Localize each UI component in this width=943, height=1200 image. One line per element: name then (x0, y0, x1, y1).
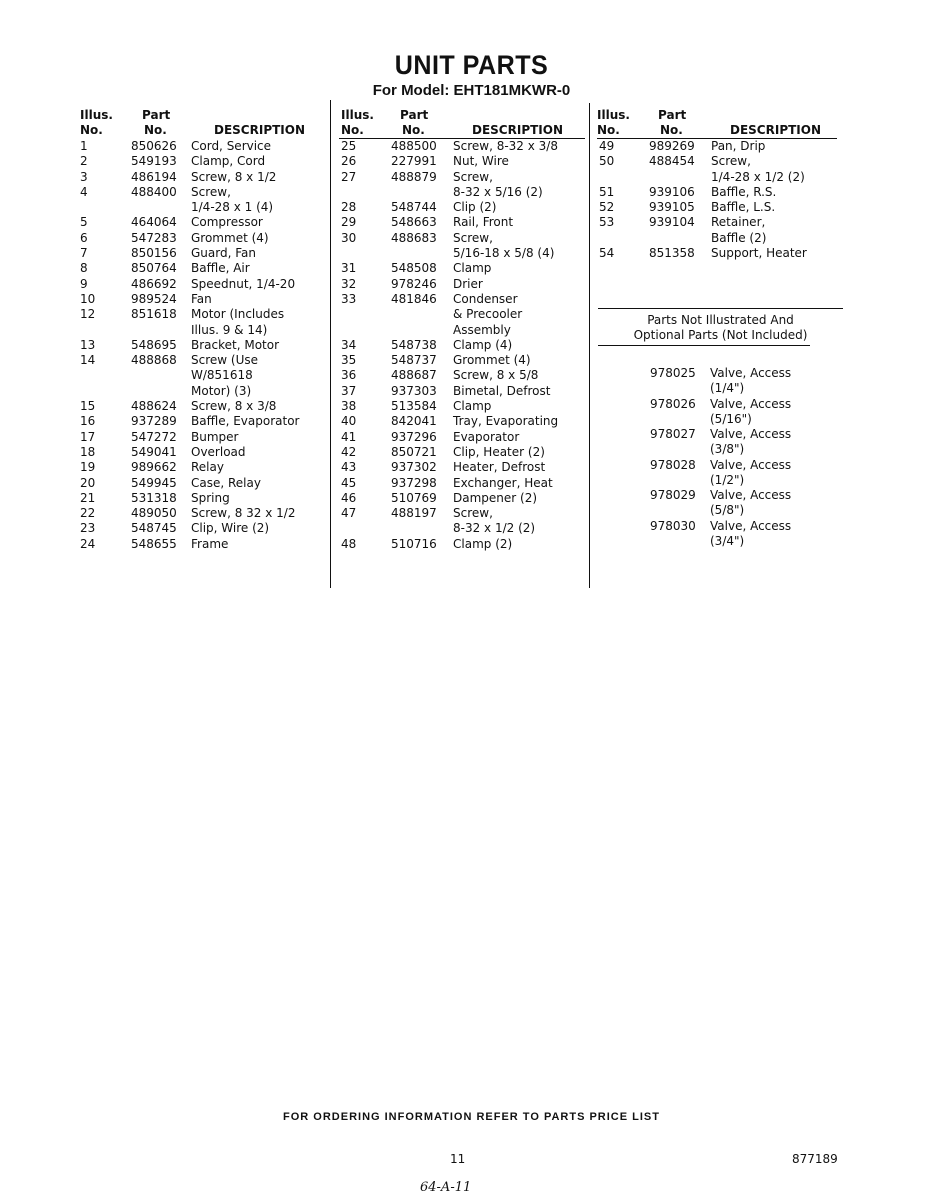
part-description: Exchanger, Heat (453, 475, 553, 490)
illus-number: 5 (80, 215, 88, 230)
valve-size: (3/4") (710, 533, 745, 548)
illus-number: 33 (341, 291, 357, 306)
illus-number: 23 (80, 521, 96, 536)
parts-row (78, 292, 318, 307)
part-description: Grommet (4) (453, 353, 531, 368)
part-number: 937289 (131, 414, 177, 429)
column-divider (330, 100, 331, 588)
optional-part-row (598, 366, 838, 395)
part-description: Valve, Access (710, 488, 792, 502)
illus-number: 17 (80, 429, 96, 444)
part-description: Clamp, Cord (191, 154, 266, 169)
parts-row (78, 338, 318, 353)
part-header: Part (142, 108, 171, 122)
illus-number: 9 (80, 276, 88, 291)
parts-row (339, 307, 587, 322)
parts-row (78, 277, 318, 292)
illus-number: 32 (341, 276, 357, 291)
parts-row (78, 353, 318, 368)
part-description: Dampener (2) (453, 490, 538, 505)
valve-size: (3/8") (710, 442, 745, 456)
part-description: Clip (2) (453, 200, 497, 215)
part-description: Drier (453, 276, 483, 291)
illus-number: 13 (80, 337, 96, 352)
part-number: 488624 (131, 399, 177, 414)
illus-number: 8 (80, 261, 88, 276)
illus-number: 31 (341, 261, 357, 276)
part-description: Retainer, (711, 215, 766, 230)
part-number: 851358 (649, 246, 695, 261)
illus-number: 15 (80, 399, 96, 414)
illus-number: 46 (341, 490, 357, 505)
part-number: 548695 (131, 337, 177, 352)
parts-row (339, 185, 587, 200)
illus-number: 43 (341, 460, 357, 475)
parts-row (597, 246, 843, 261)
part-number: 978027 (650, 427, 696, 441)
illus-number: 45 (341, 475, 357, 490)
optional-part-row (598, 457, 838, 487)
part-description: Screw, 8 x 5/8 (453, 368, 539, 383)
part-number: 850764 (131, 261, 177, 276)
valve-size: (1/4") (710, 381, 745, 395)
part-description: Screw, 8-32 x 3/8 (453, 139, 558, 153)
part-description: 8-32 x 1/2 (2) (453, 521, 536, 536)
description-header: DESCRIPTION (730, 123, 822, 137)
part-number: 488197 (391, 506, 437, 521)
parts-row (78, 460, 318, 475)
illus-number: 52 (599, 200, 615, 215)
part-description: Baffle, Air (191, 261, 250, 276)
illus-number: 53 (599, 215, 615, 230)
part-number: 850156 (131, 246, 177, 261)
model-subtitle: For Model: EHT181MKWR-0 (372, 82, 571, 99)
part-number: 548745 (131, 521, 177, 536)
part-description: 1/4-28 x 1 (4) (191, 200, 274, 215)
parts-row (78, 231, 318, 246)
illus-number: 49 (599, 139, 615, 153)
parts-row (339, 476, 587, 491)
parts-row (339, 521, 587, 536)
part-number: 937298 (391, 475, 437, 490)
valve-size: (5/8") (710, 503, 745, 517)
illus-number: 35 (341, 353, 357, 368)
illus-number: 24 (80, 536, 96, 551)
part-description: Assembly (453, 322, 511, 337)
part-number: 481846 (391, 291, 437, 306)
optional-part-row (598, 427, 838, 456)
valve-size: (5/16") (710, 411, 752, 426)
part-number: 548738 (391, 337, 437, 352)
part-no-header: No. (660, 123, 683, 137)
part-description: Valve, Access (710, 457, 792, 472)
illus-number: 54 (599, 246, 615, 261)
parts-column-2 (339, 105, 587, 552)
part-number: 937303 (391, 383, 437, 398)
parts-column-3 (597, 105, 843, 261)
part-description: Clamp (4) (453, 337, 513, 352)
illus-number: 30 (341, 230, 357, 245)
part-description: 5/16-18 x 5/8 (4) (453, 246, 555, 261)
part-number: 978029 (650, 488, 696, 502)
parts-row (78, 506, 318, 521)
part-description: Valve, Access (710, 518, 792, 533)
parts-row (339, 215, 587, 230)
part-header: Part (658, 108, 687, 122)
parts-row (78, 215, 318, 230)
parts-row (339, 353, 587, 368)
page-title: UNIT PARTS (394, 50, 549, 80)
part-number: 548663 (391, 215, 437, 230)
part-description: Bumper (191, 429, 239, 444)
parts-row (78, 170, 318, 185)
parts-row (339, 460, 587, 475)
parts-row (78, 445, 318, 460)
part-number: 549041 (131, 444, 177, 459)
parts-rows (339, 139, 587, 552)
parts-row (78, 139, 318, 154)
parts-row (339, 200, 587, 215)
illus-number: 36 (341, 368, 357, 383)
parts-row (339, 277, 587, 292)
part-description: Cord, Service (191, 139, 272, 153)
part-number: 510769 (391, 490, 437, 505)
illus-number: 50 (599, 154, 615, 169)
parts-row (339, 170, 587, 185)
illus-no-header: No. (341, 123, 364, 137)
parts-row (78, 521, 318, 536)
part-number: 488687 (391, 368, 437, 383)
part-number: 978028 (650, 457, 696, 472)
illus-number: 41 (341, 429, 357, 444)
parts-row (78, 261, 318, 276)
handwritten-note: 64-A-11 (420, 1180, 472, 1195)
parts-row (78, 154, 318, 169)
part-number: 851618 (131, 307, 177, 322)
parts-row (78, 185, 318, 200)
part-number: 488879 (391, 169, 437, 184)
part-number: 549945 (131, 475, 177, 490)
part-number: 989662 (131, 460, 177, 475)
part-number: 978026 (650, 396, 696, 411)
parts-row (339, 323, 587, 338)
illus-number: 25 (341, 139, 357, 153)
parts-row (78, 414, 318, 429)
part-number: 488454 (649, 154, 695, 169)
parts-row (78, 368, 318, 383)
part-number: 548508 (391, 261, 437, 276)
part-header: Part (400, 108, 429, 122)
part-description: Valve, Access (710, 396, 792, 411)
part-description: Compressor (191, 215, 263, 230)
parts-row (339, 414, 587, 429)
illus-number: 20 (80, 475, 96, 490)
parts-rows (597, 139, 843, 261)
part-number: 488500 (391, 139, 437, 153)
column-header (597, 105, 843, 139)
document-number: 877189 (792, 1152, 838, 1166)
parts-row (339, 368, 587, 383)
part-number: 989524 (131, 291, 177, 306)
part-description: Motor) (3) (191, 383, 252, 398)
part-description: 8-32 x 5/16 (2) (453, 184, 543, 199)
part-number: 978025 (650, 366, 696, 380)
part-number: 937296 (391, 429, 437, 444)
parts-row (78, 307, 318, 322)
parts-row (78, 384, 318, 399)
illus-number: 26 (341, 154, 357, 169)
part-description: Screw, (453, 169, 493, 184)
part-description: Baffle, L.S. (711, 200, 776, 215)
part-number: 939106 (649, 184, 695, 199)
part-number: 486194 (131, 169, 177, 184)
illus-number: 51 (599, 184, 615, 199)
part-description: Grommet (4) (191, 230, 269, 245)
part-description: Illus. 9 & 14) (191, 322, 268, 337)
part-description: Screw (Use (191, 353, 258, 368)
part-description: Screw, 8 x 1/2 (191, 169, 277, 184)
part-description: Baffle, R.S. (711, 184, 777, 199)
part-number: 989269 (649, 139, 695, 153)
part-description: Clamp (453, 399, 492, 414)
part-description: Clamp (453, 261, 492, 276)
parts-row (78, 430, 318, 445)
part-description: Case, Relay (191, 475, 261, 490)
illus-number: 29 (341, 215, 357, 230)
part-description: Nut, Wire (453, 154, 509, 169)
illus-number: 47 (341, 506, 357, 521)
illus-number: 38 (341, 399, 357, 414)
part-description: Guard, Fan (191, 246, 256, 261)
parts-row (78, 323, 318, 338)
illus-number: 10 (80, 291, 96, 306)
illus-number: 18 (80, 444, 96, 459)
part-description: Clip, Wire (2) (191, 521, 270, 536)
part-description: Valve, Access (710, 427, 792, 441)
illus-header: Illus. (341, 108, 374, 122)
part-description: Tray, Evaporating (453, 414, 559, 429)
part-number: 488683 (391, 230, 437, 245)
part-description: Rail, Front (453, 215, 514, 230)
illus-number: 40 (341, 414, 357, 429)
part-description: Frame (191, 536, 229, 551)
part-description: Screw, (191, 184, 231, 199)
part-description: Screw, 8 32 x 1/2 (191, 506, 296, 521)
part-number: 531318 (131, 490, 177, 505)
part-description: & Precooler (453, 307, 523, 322)
optional-part-row (598, 396, 838, 426)
parts-row (78, 200, 318, 215)
description-header: DESCRIPTION (472, 123, 564, 137)
part-number: 548744 (391, 200, 437, 215)
part-number: 547272 (131, 429, 177, 444)
part-no-header: No. (402, 123, 425, 137)
part-number: 488868 (131, 353, 177, 368)
illus-number: 42 (341, 444, 357, 459)
part-description: W/851618 (191, 368, 253, 383)
parts-row (339, 384, 587, 399)
illus-number: 28 (341, 200, 357, 215)
illus-number: 19 (80, 460, 96, 475)
illus-header: Illus. (80, 108, 113, 122)
optional-note-line-2: Optional Parts (Not Included) (633, 328, 808, 342)
part-description: 1/4-28 x 1/2 (2) (711, 169, 805, 184)
parts-row (597, 231, 843, 246)
illus-number: 21 (80, 490, 96, 505)
illus-number: 37 (341, 383, 357, 398)
part-description: Heater, Defrost (453, 460, 546, 475)
illus-no-header: No. (597, 123, 620, 137)
parts-row (78, 537, 318, 552)
parts-row (339, 506, 587, 521)
part-number: 939104 (649, 215, 695, 230)
part-number: 850721 (391, 444, 437, 459)
column-header (78, 105, 318, 139)
part-number: 978030 (650, 518, 696, 533)
illus-number: 6 (80, 230, 88, 245)
parts-row (339, 399, 587, 414)
part-number: 978246 (391, 276, 437, 291)
parts-row (339, 537, 587, 552)
optional-part-row (598, 518, 838, 548)
part-description: Spring (191, 490, 230, 505)
illus-number: 12 (80, 307, 96, 322)
optional-note-line-1: Parts Not Illustrated And (647, 313, 794, 327)
illus-number: 27 (341, 169, 357, 184)
parts-row (78, 476, 318, 491)
part-number: 548655 (131, 536, 177, 551)
parts-rows (78, 139, 318, 552)
note-bottom-rule (598, 345, 810, 346)
parts-row (597, 200, 843, 215)
illus-number: 7 (80, 246, 88, 261)
part-description: Bimetal, Defrost (453, 383, 551, 398)
parts-row (78, 246, 318, 261)
parts-row (339, 445, 587, 460)
parts-row (339, 338, 587, 353)
parts-row (597, 170, 843, 185)
illus-number: 16 (80, 414, 96, 429)
part-description: Condenser (453, 291, 518, 306)
part-description: Speednut, 1/4-20 (191, 276, 296, 291)
parts-row (78, 491, 318, 506)
parts-row (78, 399, 318, 414)
parts-row (597, 215, 843, 230)
parts-row (339, 261, 587, 276)
parts-row (339, 139, 587, 154)
note-top-rule (598, 308, 843, 309)
illus-number: 3 (80, 169, 88, 184)
part-description: Valve, Access (710, 366, 792, 380)
part-description: Screw, (711, 154, 751, 169)
valve-size: (1/2") (710, 472, 745, 487)
illus-number: 48 (341, 536, 357, 551)
part-description: Relay (191, 460, 224, 475)
part-number: 489050 (131, 506, 177, 521)
part-number: 937302 (391, 460, 437, 475)
part-description: Fan (191, 291, 212, 306)
parts-row (339, 154, 587, 169)
part-description: Baffle, Evaporator (191, 414, 300, 429)
page-number: 11 (450, 1152, 466, 1166)
parts-row (597, 139, 843, 154)
parts-row (339, 430, 587, 445)
part-description: Baffle (2) (711, 230, 767, 245)
description-header: DESCRIPTION (214, 123, 306, 137)
part-description: Support, Heater (711, 246, 807, 261)
parts-row (339, 292, 587, 307)
illus-number: 2 (80, 154, 88, 169)
ordering-footer: FOR ORDERING INFORMATION REFER TO PARTS PRICE LIST (283, 1111, 660, 1123)
part-number: 227991 (391, 154, 437, 169)
part-description: Bracket, Motor (191, 337, 280, 352)
illus-number: 4 (80, 184, 88, 199)
part-number: 548737 (391, 353, 437, 368)
part-number: 513584 (391, 399, 437, 414)
part-description: Clip, Heater (2) (453, 444, 545, 459)
part-no-header: No. (144, 123, 167, 137)
part-description: Screw, (453, 506, 493, 521)
parts-row (597, 154, 843, 169)
part-number: 850626 (131, 139, 177, 153)
part-number: 547283 (131, 230, 177, 245)
part-number: 464064 (131, 215, 177, 230)
column-divider (589, 103, 590, 588)
part-description: Screw, (453, 230, 493, 245)
illus-number: 14 (80, 353, 96, 368)
column-header (339, 105, 587, 139)
optional-part-row (598, 488, 838, 517)
part-description: Screw, 8 x 3/8 (191, 399, 277, 414)
parts-row (339, 491, 587, 506)
illus-no-header: No. (80, 123, 103, 137)
part-number: 510716 (391, 536, 437, 551)
part-number: 939105 (649, 200, 695, 215)
part-description: Motor (Includes (191, 307, 285, 322)
part-description: Pan, Drip (711, 139, 766, 153)
illus-number: 22 (80, 506, 96, 521)
illus-number: 34 (341, 337, 357, 352)
part-description: Overload (191, 444, 246, 459)
part-number: 842041 (391, 414, 437, 429)
part-number: 488400 (131, 184, 177, 199)
part-number: 549193 (131, 154, 177, 169)
parts-column-1 (78, 105, 318, 552)
part-number: 486692 (131, 276, 177, 291)
parts-row (339, 231, 587, 246)
parts-row (597, 185, 843, 200)
parts-row (339, 246, 587, 261)
illus-number: 1 (80, 139, 88, 153)
part-description: Evaporator (453, 429, 520, 444)
part-description: Clamp (2) (453, 536, 513, 551)
illus-header: Illus. (597, 108, 630, 122)
